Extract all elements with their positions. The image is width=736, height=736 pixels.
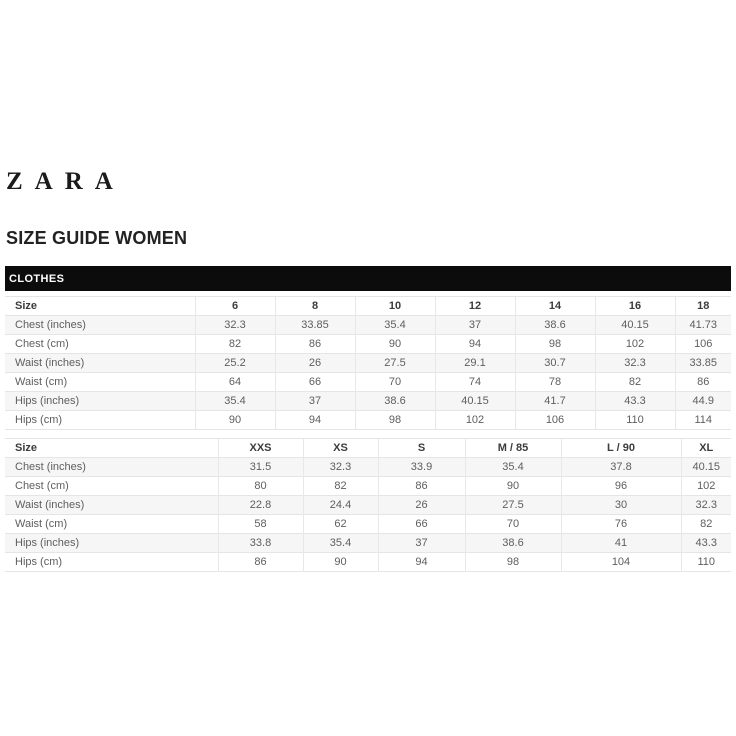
cell-value: 27.5 (355, 354, 435, 373)
cell-value: 25.2 (195, 354, 275, 373)
cell-value: 38.6 (465, 534, 561, 553)
cell-value: 78 (515, 373, 595, 392)
row-label: Waist (inches) (5, 354, 195, 373)
column-header: 18 (675, 297, 731, 316)
column-header: 6 (195, 297, 275, 316)
cell-value: 114 (675, 411, 731, 430)
header-row (5, 297, 731, 316)
cell-value: 33.85 (275, 316, 355, 335)
row-label: Waist (cm) (5, 373, 195, 392)
cell-value: 40.15 (681, 458, 731, 477)
column-header: XXS (218, 439, 303, 458)
cell-value: 35.4 (465, 458, 561, 477)
cell-value: 37 (435, 316, 515, 335)
cell-value: 33.8 (218, 534, 303, 553)
cell-value: 98 (515, 335, 595, 354)
table-row (5, 553, 731, 572)
cell-value: 62 (303, 515, 378, 534)
cell-value: 90 (303, 553, 378, 572)
column-header: 16 (595, 297, 675, 316)
cell-value: 110 (595, 411, 675, 430)
column-header: XL (681, 439, 731, 458)
row-label: Hips (cm) (5, 553, 218, 572)
table-row (5, 335, 731, 354)
row-label: Chest (cm) (5, 477, 218, 496)
cell-value: 90 (355, 335, 435, 354)
cell-value: 33.9 (378, 458, 465, 477)
cell-value: 106 (675, 335, 731, 354)
cell-value: 31.5 (218, 458, 303, 477)
table-row (5, 534, 731, 553)
table-row (5, 392, 731, 411)
cell-value: 29.1 (435, 354, 515, 373)
cell-value: 24.4 (303, 496, 378, 515)
cell-value: 41 (561, 534, 681, 553)
table-row (5, 515, 731, 534)
cell-value: 32.3 (681, 496, 731, 515)
cell-value: 40.15 (435, 392, 515, 411)
column-header: L / 90 (561, 439, 681, 458)
cell-value: 110 (681, 553, 731, 572)
cell-value: 70 (355, 373, 435, 392)
cell-value: 37 (275, 392, 355, 411)
section-label: CLOTHES (9, 272, 65, 285)
cell-value: 64 (195, 373, 275, 392)
cell-value: 86 (378, 477, 465, 496)
cell-value: 32.3 (595, 354, 675, 373)
row-label: Hips (inches) (5, 392, 195, 411)
cell-value: 82 (595, 373, 675, 392)
row-label: Chest (inches) (5, 458, 218, 477)
cell-value: 40.15 (595, 316, 675, 335)
cell-value: 43.3 (595, 392, 675, 411)
section-bar-clothes (5, 266, 731, 291)
cell-value: 30 (561, 496, 681, 515)
column-header: 10 (355, 297, 435, 316)
cell-value: 26 (275, 354, 355, 373)
cell-value: 41.7 (515, 392, 595, 411)
cell-value: 96 (561, 477, 681, 496)
size-table-numeric-sizes (5, 296, 731, 430)
cell-value: 98 (355, 411, 435, 430)
cell-value: 44.9 (675, 392, 731, 411)
table-row (5, 316, 731, 335)
row-label: Waist (inches) (5, 496, 218, 515)
cell-value: 35.4 (303, 534, 378, 553)
cell-value: 80 (218, 477, 303, 496)
row-label: Chest (inches) (5, 316, 195, 335)
cell-value: 106 (515, 411, 595, 430)
cell-value: 82 (681, 515, 731, 534)
size-tables (5, 296, 731, 572)
header-row (5, 439, 731, 458)
row-label: Chest (cm) (5, 335, 195, 354)
column-header: 8 (275, 297, 355, 316)
cell-value: 70 (465, 515, 561, 534)
cell-value: 35.4 (195, 392, 275, 411)
cell-value: 86 (675, 373, 731, 392)
cell-value: 102 (435, 411, 515, 430)
size-header-label: Size (5, 439, 218, 458)
cell-value: 104 (561, 553, 681, 572)
row-label: Hips (inches) (5, 534, 218, 553)
cell-value: 90 (195, 411, 275, 430)
table-row (5, 496, 731, 515)
cell-value: 98 (465, 553, 561, 572)
cell-value: 27.5 (465, 496, 561, 515)
table-row (5, 373, 731, 392)
cell-value: 37.8 (561, 458, 681, 477)
cell-value: 102 (681, 477, 731, 496)
cell-value: 38.6 (515, 316, 595, 335)
cell-value: 35.4 (355, 316, 435, 335)
cell-value: 43.3 (681, 534, 731, 553)
cell-value: 41.73 (675, 316, 731, 335)
cell-value: 58 (218, 515, 303, 534)
zara-logo: ZARA (6, 168, 125, 195)
column-header: XS (303, 439, 378, 458)
cell-value: 32.3 (195, 316, 275, 335)
cell-value: 30.7 (515, 354, 595, 373)
cell-value: 76 (561, 515, 681, 534)
cell-value: 66 (275, 373, 355, 392)
cell-value: 94 (378, 553, 465, 572)
page-title: SIZE GUIDE WOMEN (6, 228, 188, 248)
cell-value: 26 (378, 496, 465, 515)
cell-value: 86 (218, 553, 303, 572)
cell-value: 86 (275, 335, 355, 354)
cell-value: 74 (435, 373, 515, 392)
table-row (5, 411, 731, 430)
table-row (5, 477, 731, 496)
column-header: M / 85 (465, 439, 561, 458)
cell-value: 82 (195, 335, 275, 354)
cell-value: 38.6 (355, 392, 435, 411)
cell-value: 32.3 (303, 458, 378, 477)
cell-value: 94 (275, 411, 355, 430)
row-label: Hips (cm) (5, 411, 195, 430)
column-header: S (378, 439, 465, 458)
cell-value: 37 (378, 534, 465, 553)
cell-value: 102 (595, 335, 675, 354)
cell-value: 82 (303, 477, 378, 496)
row-label: Waist (cm) (5, 515, 218, 534)
cell-value: 90 (465, 477, 561, 496)
cell-value: 94 (435, 335, 515, 354)
cell-value: 66 (378, 515, 465, 534)
column-header: 12 (435, 297, 515, 316)
table-row (5, 354, 731, 373)
column-header: 14 (515, 297, 595, 316)
size-table-letter-sizes (5, 438, 731, 572)
table-row (5, 458, 731, 477)
cell-value: 33.85 (675, 354, 731, 373)
cell-value: 22.8 (218, 496, 303, 515)
size-header-label: Size (5, 297, 195, 316)
